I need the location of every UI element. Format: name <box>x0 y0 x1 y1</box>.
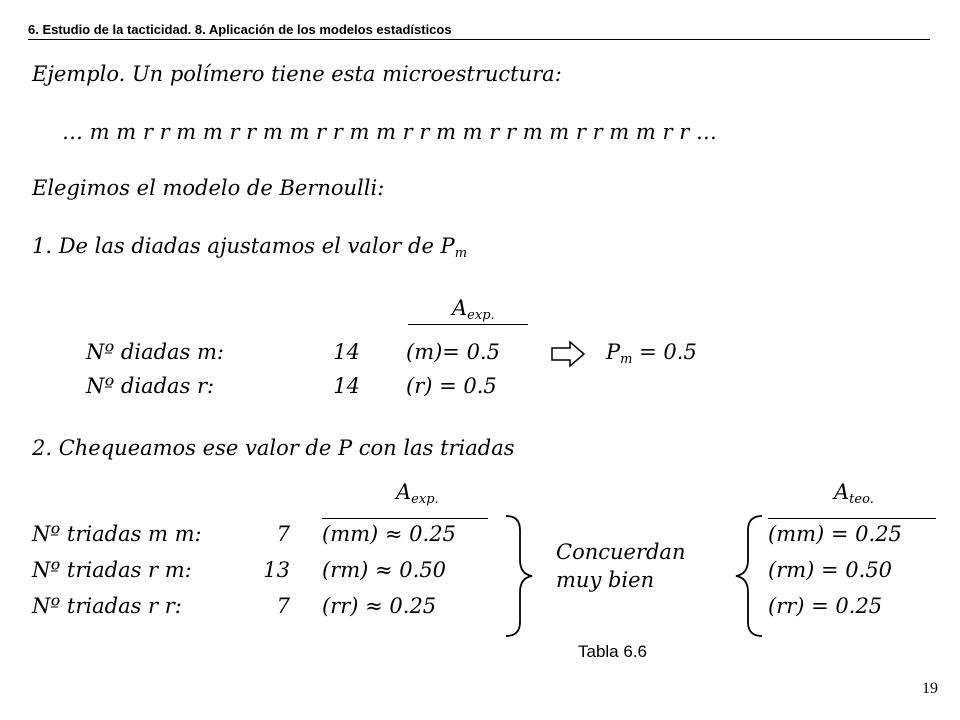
model-line: Elegimos el modelo de Bernoulli: <box>32 176 385 200</box>
triad-count-mm: 7 <box>276 522 290 546</box>
triad-exp-mm: (mm) ≈ 0.25 <box>322 522 456 546</box>
table-caption: Tabla 6.6 <box>578 642 647 661</box>
t-aexp-sub: exp. <box>411 492 439 507</box>
diad-expr-m: (m)= 0.5 <box>406 340 500 364</box>
conclusion-line1: Concuerdan <box>556 540 686 564</box>
triad-exp-rm: (rm) ≈ 0.50 <box>322 558 447 582</box>
t-aexp-base: A <box>396 480 412 504</box>
microstructure-sequence: … m m r r m m r r m m r r m m r r m m r r m m r r m m r r … <box>62 120 717 144</box>
diad-label-r: Nº diadas r: <box>86 374 215 398</box>
pm-sub: m <box>620 352 633 367</box>
arrow-right-icon <box>552 342 584 366</box>
step2-line: 2. Chequeamos ese valor de P con las triadas <box>32 436 515 460</box>
triad-teo-rm: (rm) = 0.50 <box>768 558 893 582</box>
diad-count-m: 14 <box>333 340 360 364</box>
triad-exp-rr: (rr) ≈ 0.25 <box>322 594 437 618</box>
example-line: Ejemplo. Un polímero tiene esta microestructura: <box>32 62 562 86</box>
conclusion-line2: muy bien <box>556 568 655 592</box>
triad-count-rr: 7 <box>276 594 290 618</box>
aexp-sub: exp. <box>467 308 495 323</box>
aexp-base: A <box>452 296 468 320</box>
diad-expr-r: (r) = 0.5 <box>406 374 497 398</box>
page-number: 19 <box>922 680 938 697</box>
triad-label-mm: Nº triadas m m: <box>32 522 202 546</box>
right-brace-icon <box>506 516 532 636</box>
triad-count-rm: 13 <box>263 558 290 582</box>
pm-base: P <box>606 340 621 364</box>
page-header: 6. Estudio de la tacticidad. 8. Aplicación de los modelos estadísticos <box>28 22 452 37</box>
triad-teo-mm: (mm) = 0.25 <box>768 522 902 546</box>
step1-text: 1. De las diadas ajustamos el valor de P <box>32 234 455 258</box>
left-brace-icon <box>736 516 762 636</box>
triad-label-rr: Nº triadas r r: <box>32 594 182 618</box>
step1-sub: m <box>454 246 468 261</box>
t-ateo-base: A <box>834 480 850 504</box>
pm-value: = 0.5 <box>632 340 697 364</box>
triad-label-rm: Nº triadas r m: <box>32 558 192 582</box>
triad-teo-rr: (rr) = 0.25 <box>768 594 883 618</box>
diad-count-r: 14 <box>333 374 360 398</box>
diad-label-m: Nº diadas m: <box>86 340 225 364</box>
t-ateo-sub: teo. <box>849 492 874 507</box>
